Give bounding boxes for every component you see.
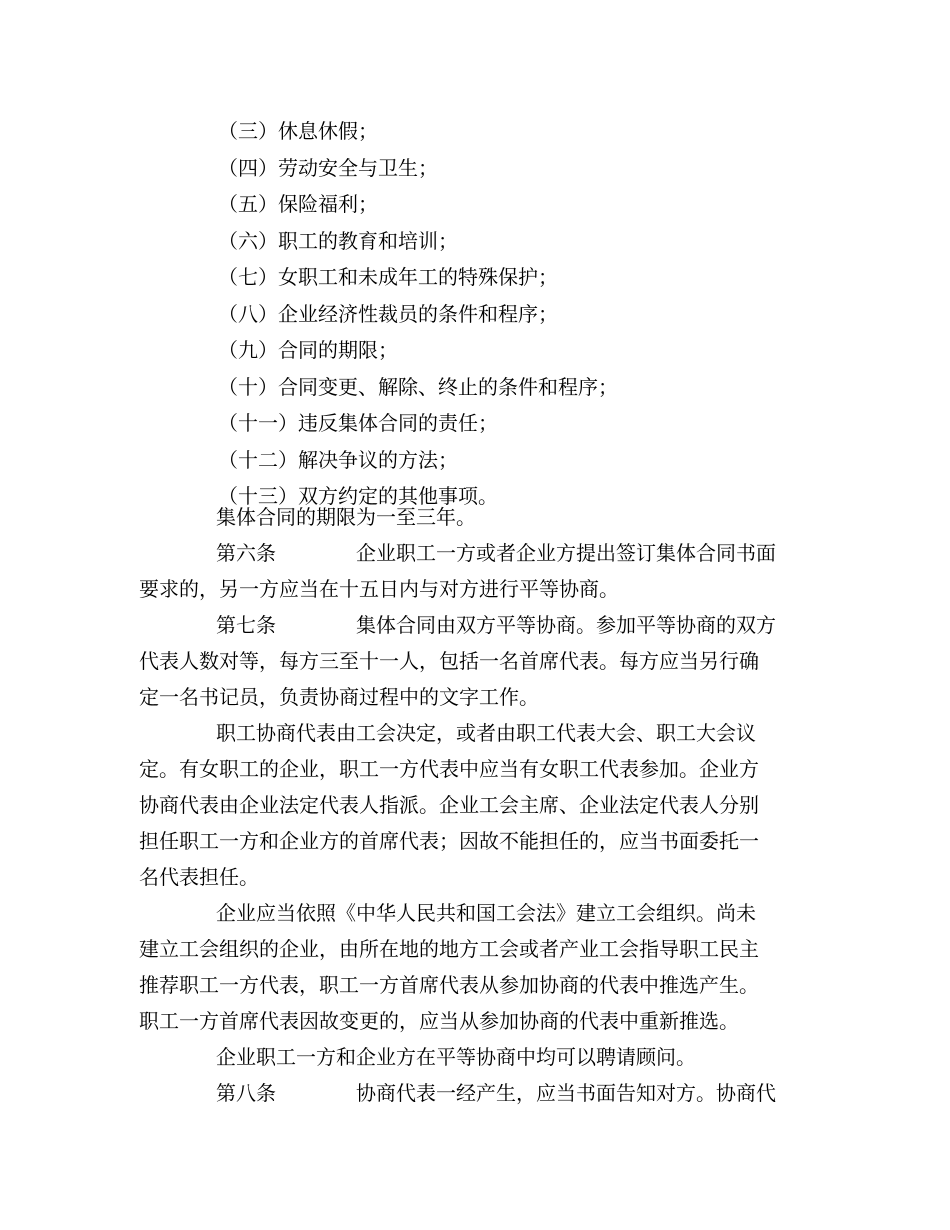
article-6-paragraph — [139, 535, 815, 607]
article-number: 第八条 — [216, 1081, 276, 1105]
article-7-paragraph — [139, 607, 815, 715]
article-number: 第六条 — [216, 541, 276, 565]
article-number: 第七条 — [216, 613, 276, 637]
paragraph-line: 定。有女职工的企业，职工一方代表中应当有女职工代表参加。企业方 — [139, 757, 759, 781]
paragraph-line: 定一名书记员，负责协商过程中的文字工作。 — [139, 685, 539, 709]
trade-union-paragraph — [139, 895, 815, 1039]
article-8-paragraph — [139, 1075, 815, 1111]
paragraph-line: 企业职工一方和企业方在平等协商中均可以聘请顾问。 — [216, 1045, 696, 1069]
paragraph-line: 推荐职工一方代表，职工一方首席代表从参加协商的代表中推选产生。 — [139, 973, 759, 997]
list-item: （十二）解决争议的方法； — [218, 447, 458, 472]
paragraph-text: 协商代表一经产生，应当书面告知对方。协商代 — [356, 1081, 776, 1105]
paragraph-line — [139, 535, 815, 571]
paragraph-line — [139, 607, 815, 643]
paragraph-line: 职工一方首席代表因故变更的，应当从参加协商的代表中重新推选。 — [139, 1009, 739, 1033]
paragraph-line: 企业应当依照《中华人民共和国工会法》建立工会组织。尚未 — [216, 901, 756, 925]
document-body — [139, 499, 815, 1111]
paragraph-line: 要求的，另一方应当在十五日内与对方进行平等协商。 — [139, 577, 619, 601]
list-item: （七）女职工和未成年工的特殊保护； — [218, 265, 558, 289]
list-item: （八）企业经济性裁员的条件和程序； — [218, 301, 558, 326]
paragraph-line — [139, 1075, 815, 1111]
list-item: （十一）违反集体合同的责任； — [218, 411, 498, 435]
contract-term-paragraph — [139, 499, 815, 535]
list-item: （十三）双方约定的其他事项。 — [218, 484, 498, 508]
paragraph-line: 协商代表由企业法定代表人指派。企业工会主席、企业法定代表人分别 — [139, 793, 759, 817]
paragraph-line: 担任职工一方和企业方的首席代表；因故不能担任的，应当书面委托一 — [139, 829, 759, 853]
list-item: （十）合同变更、解除、终止的条件和程序； — [218, 374, 618, 399]
list-item: （六）职工的教育和培训； — [218, 228, 458, 253]
paragraph-line: 职工协商代表由工会决定，或者由职工代表大会、职工大会议 — [216, 721, 756, 745]
contract-content-list — [218, 113, 818, 515]
paragraph-line: 建立工会组织的企业，由所在地的地方工会或者产业工会指导职工民主 — [139, 937, 759, 961]
representatives-paragraph — [139, 715, 815, 895]
list-item: （九）合同的期限； — [218, 338, 398, 362]
paragraph-text: 企业职工一方或者企业方提出签订集体合同书面 — [356, 541, 776, 565]
advisor-paragraph — [139, 1039, 815, 1075]
list-item: （三）休息休假； — [218, 119, 378, 143]
paragraph-line: 集体合同的期限为一至三年。 — [216, 505, 476, 529]
paragraph-text: 集体合同由双方平等协商。参加平等协商的双方 — [356, 613, 776, 637]
list-item: （四）劳动安全与卫生； — [218, 155, 438, 180]
paragraph-line: 名代表担任。 — [139, 865, 259, 889]
paragraph-line: 代表人数对等，每方三至十一人，包括一名首席代表。每方应当另行确 — [139, 649, 759, 673]
list-item: （五）保险福利； — [218, 192, 378, 216]
